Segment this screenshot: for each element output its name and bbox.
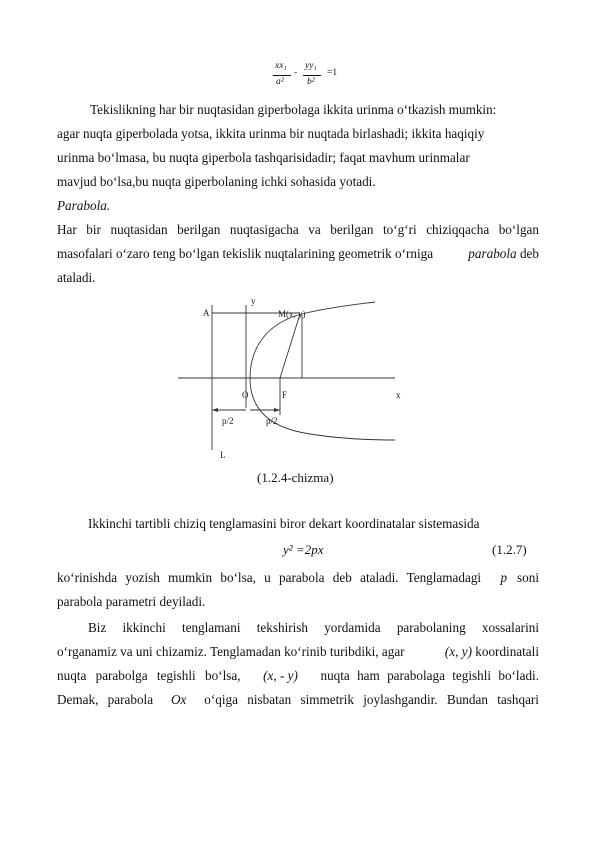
paragraph-1-line-2: agar nuqta giperbolada yotsa, ikkita urinma bir nuqtada birlashadi; ikkita haqiqiy bbox=[57, 126, 485, 141]
paragraph-5-line-4 bbox=[57, 692, 539, 708]
paragraph-1-line-1: Tekislikning har bir nuqtasidan giperbolaga ikkita urinma o‘tkazish mumkin: bbox=[90, 102, 497, 117]
formula-minus: - bbox=[294, 68, 298, 78]
paragraph-4-line-1-end: soni bbox=[517, 570, 539, 585]
label-o: O bbox=[242, 390, 249, 400]
label-f: F bbox=[282, 390, 288, 400]
arrow-left-head bbox=[212, 408, 218, 412]
variable-xy: (x, y) bbox=[444, 644, 472, 659]
variable-p: p bbox=[500, 570, 508, 585]
label-m: M(x, y) bbox=[278, 309, 306, 319]
formula-rhs: =1 bbox=[327, 68, 338, 78]
paragraph-2-line-3: ataladi. bbox=[57, 270, 96, 285]
term-parabola: parabola bbox=[468, 246, 517, 261]
paragraph-4-line-2: parabola parametri deyiladi. bbox=[57, 594, 206, 609]
paragraph-5-line-2 bbox=[57, 644, 539, 660]
paragraph-2-line-1: Har bir nuqtasidan berilgan nuqtasigacha va berilgan to‘g‘ri chiziqqacha bo‘lgan bbox=[57, 222, 539, 237]
paragraph-5-line-2-tail bbox=[445, 644, 539, 660]
paragraph-5-line-2-text: o‘rganamiz va uni chizamiz. Tenglamadan ko‘rinib turibdiki, agar bbox=[57, 644, 405, 659]
figure-caption: (1.2.4-chizma) bbox=[257, 470, 334, 485]
paragraph-4-line-1-tail bbox=[501, 570, 539, 586]
label-a: A bbox=[203, 308, 210, 318]
label-y: y bbox=[251, 296, 256, 306]
paragraph-5-line-2-end: koordinatali bbox=[475, 644, 539, 659]
paragraph-5-line-3-text: nuqta parabolga tegishli bo‘lsa, bbox=[57, 668, 241, 683]
paragraph-5-line-4-end: o‘qiga nisbatan simmetrik joylashgandir. Bundan tashqari bbox=[204, 692, 539, 707]
parabola-figure bbox=[170, 290, 420, 470]
formula-top bbox=[272, 59, 362, 95]
equation-parabola: y² =2px bbox=[283, 542, 324, 557]
arrow-right-head bbox=[274, 408, 280, 412]
paragraph-1-line-3: urinma bo‘lmasa, bu nuqta giperbola tashqarisidadir; faqat mavhum urinmalar bbox=[57, 150, 470, 165]
formula-term2-denominator: b² bbox=[307, 77, 315, 87]
paragraph-5-line-4-text: Demak, parabola bbox=[57, 692, 154, 707]
section-heading: Parabola. bbox=[57, 198, 111, 213]
line-f-to-m bbox=[280, 314, 300, 378]
formula-term2-numerator: yy₁ bbox=[305, 61, 317, 71]
paragraph-5-line-3 bbox=[57, 668, 539, 684]
paragraph-3-line-1: Ikkinchi tartibli chiziq tenglamasini biror dekart koordinatalar sistemasida bbox=[88, 516, 480, 531]
formula-term1-numerator: xx₁ bbox=[275, 61, 287, 71]
paragraph-2-line-2-end: deb bbox=[519, 246, 539, 261]
variable-x-minus-y: (x, - y) bbox=[263, 668, 298, 683]
paragraph-1-line-4: mavjud bo‘lsa,bu nuqta giperbolaning ichki sohasida yotadi. bbox=[57, 174, 376, 189]
formula-term1-fraction-bar bbox=[273, 75, 291, 76]
paragraph-2-line-2-tail bbox=[468, 246, 539, 262]
paragraph-4-line-1-text: ko‘rinishda yozish mumkin bo‘lsa, u parabola deb ataladi. Tenglamadagi bbox=[57, 570, 482, 585]
formula-term2-fraction-bar bbox=[303, 75, 321, 76]
label-p2-right: p/2 bbox=[266, 416, 278, 426]
label-l: L bbox=[220, 450, 226, 460]
paragraph-2-line-2-text: masofalari o‘zaro teng bo‘lgan tekislik nuqtalarining geometrik o‘rniga bbox=[57, 246, 434, 261]
parabola-lower-branch bbox=[250, 378, 395, 440]
label-x: x bbox=[396, 390, 401, 400]
label-p2-left: p/2 bbox=[222, 416, 234, 426]
variable-ox: Ox bbox=[170, 692, 187, 707]
paragraph-2-line-2 bbox=[57, 246, 539, 262]
equation-number: (1.2.7) bbox=[492, 542, 527, 557]
paragraph-4-line-1 bbox=[57, 570, 539, 586]
paragraph-5-line-1: Biz ikkinchi tenglamani tekshirish yordamida parabolaning xossalarini bbox=[88, 620, 539, 635]
paragraph-5-line-3-end: nuqta ham parabolaga tegishli bo‘ladi. bbox=[320, 668, 539, 683]
formula-term1-denominator: a² bbox=[276, 77, 284, 87]
